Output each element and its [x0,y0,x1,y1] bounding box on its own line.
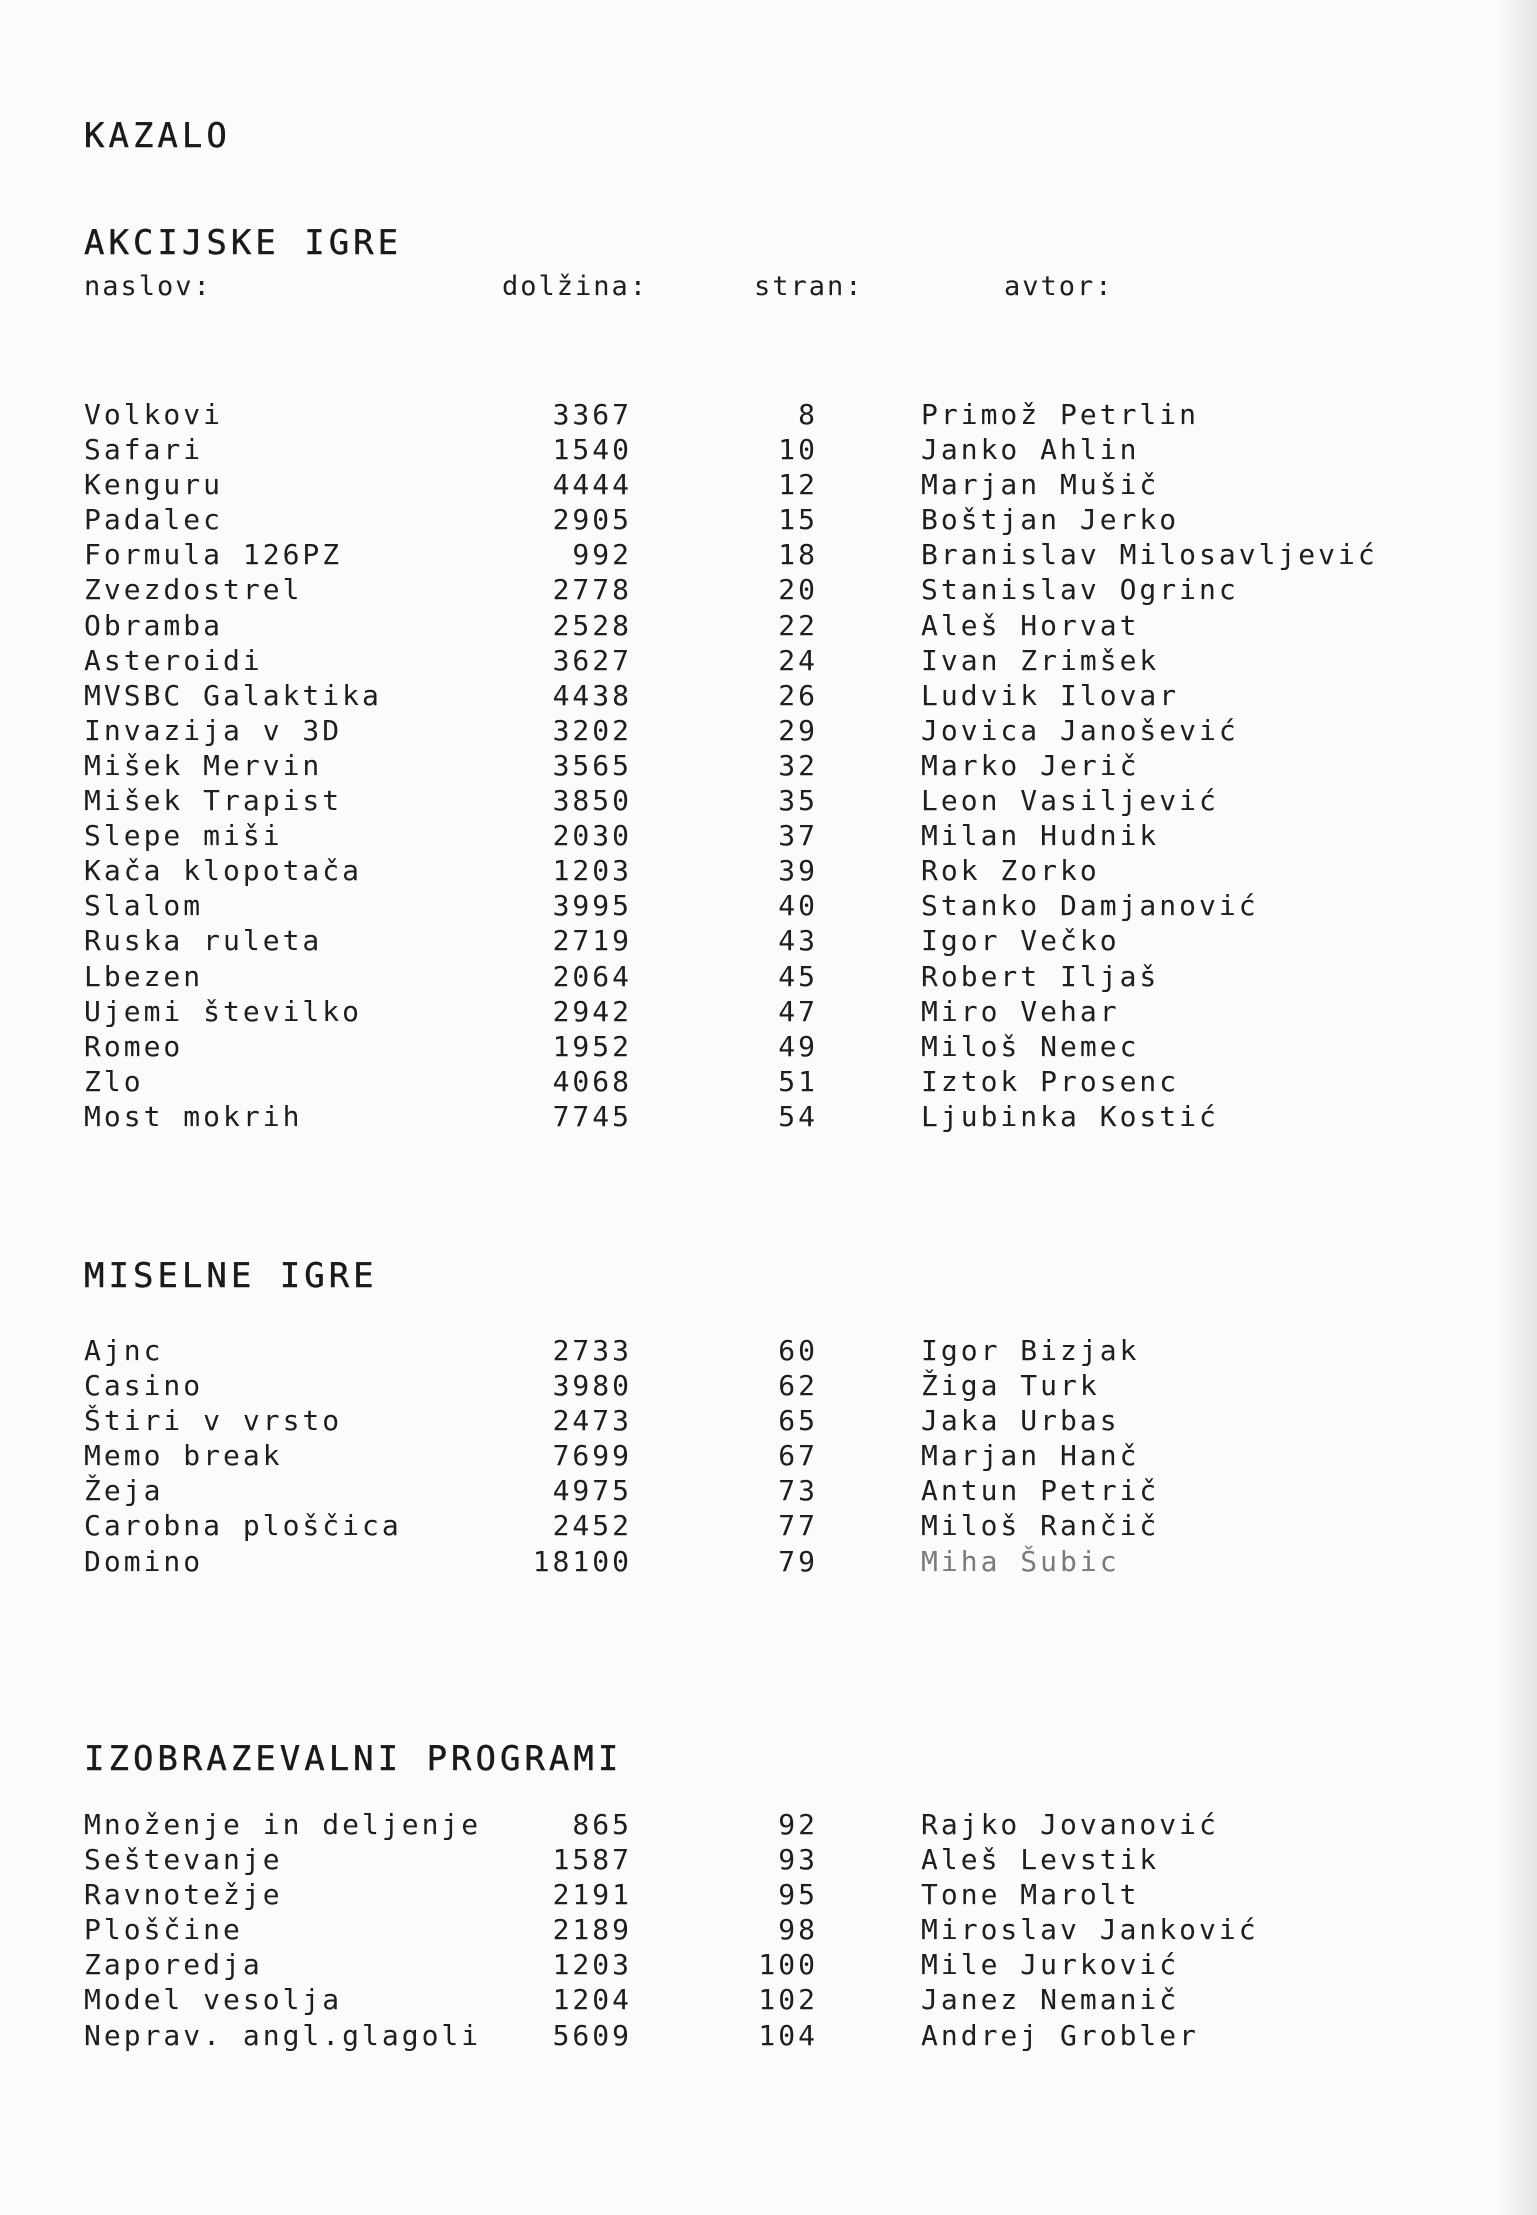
entry-title: Casino [84,1369,204,1403]
entry-page: 77 [778,1509,818,1543]
entry-length: 1587 [552,1843,632,1877]
table-row [0,818,1537,853]
entry-page: 24 [778,643,818,677]
entry-page: 100 [758,1948,818,1982]
table-row [0,1982,1537,2017]
entry-title: Domino [84,1544,204,1578]
entry-author: Mile Jurković [921,1948,1180,1982]
entry-title: Formula 126PZ [84,538,343,572]
table-row [0,1099,1537,1134]
entry-page: 49 [778,1029,818,1063]
table-action-games [0,397,1537,1134]
entry-length: 2189 [552,1913,632,1947]
entry-length: 7699 [552,1439,632,1473]
entry-author: Marko Jerič [921,748,1140,782]
entry-page: 35 [778,784,818,818]
table-row [0,1333,1537,1368]
entry-title: Ploščine [84,1913,243,1947]
table-row [0,467,1537,502]
entry-page: 95 [778,1878,818,1912]
entry-title: Zaporedja [84,1948,263,1982]
entry-title: Slepe miši [84,819,283,853]
entry-length: 2191 [552,1878,632,1912]
entry-page: 37 [778,819,818,853]
entry-author: Marjan Hanč [921,1439,1140,1473]
entry-title: Ravnotežje [84,1878,283,1912]
entry-author: Antun Petrič [921,1474,1160,1508]
entry-page: 65 [778,1404,818,1438]
entry-page: 98 [778,1913,818,1947]
entry-title: Žeja [84,1474,164,1508]
entry-length: 4975 [552,1474,632,1508]
entry-page: 60 [778,1334,818,1367]
entry-length: 3565 [552,748,632,782]
entry-title: Safari [84,433,204,467]
entry-title: Kenguru [84,468,224,502]
entry-title: Obramba [84,608,224,642]
entry-page: 18 [778,538,818,572]
entry-author: Primož Petrlin [921,398,1200,431]
table-row [0,959,1537,994]
page-title: KAZALO [84,116,231,156]
entry-title: Neprav. angl.glagoli [84,2018,482,2052]
section-heading-educational-programs: IZOBRAZEVALNI PROGRAMI [84,1739,623,1779]
entry-title: Ujemi številko [84,994,363,1028]
entry-author: Jaka Urbas [921,1404,1120,1438]
entry-author: Aleš Levstik [921,1843,1160,1877]
entry-length: 2452 [552,1509,632,1543]
entry-length: 3202 [552,713,632,747]
entry-title: Romeo [84,1029,184,1063]
entry-length: 18100 [532,1544,632,1578]
entry-page: 47 [778,994,818,1028]
entry-page: 45 [778,959,818,993]
table-row [0,502,1537,537]
entry-page: 102 [758,1983,818,2017]
entry-page: 29 [778,713,818,747]
entry-title: Slalom [84,889,204,923]
table-row [0,783,1537,818]
entry-length: 1952 [552,1029,632,1063]
entry-author: Milan Hudnik [921,819,1160,853]
entry-author: Stanko Damjanović [921,889,1259,923]
entry-author: Miloš Nemec [921,1029,1140,1063]
entry-author: Ludvik Ilovar [921,678,1180,712]
entry-title: Carobna ploščica [84,1509,402,1543]
entry-length: 2719 [552,924,632,958]
entry-page: 40 [778,889,818,923]
table-row [0,1508,1537,1543]
entry-page: 15 [778,503,818,537]
entry-length: 4068 [552,1064,632,1098]
entry-title: Asteroidi [84,643,263,677]
table-row [0,2018,1537,2053]
entry-title: Invazija v 3D [84,713,343,747]
entry-length: 7745 [552,1099,632,1133]
table-row [0,853,1537,888]
entry-author: Miloš Rančič [921,1509,1160,1543]
entry-page: 8 [798,398,818,431]
table-row [0,994,1537,1029]
entry-page: 10 [778,433,818,467]
entry-page: 67 [778,1439,818,1473]
entry-title: Memo break [84,1439,283,1473]
entry-title: MVSBC Galaktika [84,678,382,712]
table-row [0,1947,1537,1982]
entry-author: Ljubinka Kostić [921,1099,1219,1133]
table-row [0,1403,1537,1438]
entry-length: 4444 [552,468,632,502]
entry-length: 2030 [552,819,632,853]
entry-title: Most mokrih [84,1099,303,1133]
entry-author: Miroslav Janković [921,1913,1259,1947]
table-row [0,1842,1537,1877]
entry-title: Padalec [84,503,224,537]
entry-author: Boštjan Jerko [921,503,1180,537]
entry-page: 20 [778,573,818,607]
entry-title: Kača klopotača [84,854,363,888]
entry-author: Leon Vasiljević [921,784,1219,818]
table-row [0,1807,1537,1842]
entry-author: Aleš Horvat [921,608,1140,642]
entry-title: Množenje in deljenje [84,1808,482,1841]
table-row [0,572,1537,607]
entry-author: Janez Nemanič [921,1983,1180,2017]
entry-title: Ajnc [84,1334,164,1367]
table-row [0,608,1537,643]
entry-title: Mišek Mervin [84,748,323,782]
entry-length: 2064 [552,959,632,993]
entry-length: 2473 [552,1404,632,1438]
entry-length: 3995 [552,889,632,923]
entry-author: Tone Marolt [921,1878,1140,1912]
entry-length: 865 [572,1808,632,1841]
entry-page: 51 [778,1064,818,1098]
entry-length: 2528 [552,608,632,642]
column-header-length: dolžina: [502,271,649,302]
entry-title: Mišek Trapist [84,784,343,818]
table-row [0,1368,1537,1403]
entry-author: Igor Večko [921,924,1120,958]
table-row [0,1877,1537,1912]
entry-author: Branislav Milosavljević [921,538,1378,572]
entry-page: 32 [778,748,818,782]
entry-author: Ivan Zrimšek [921,643,1160,677]
entry-title: Zlo [84,1064,144,1098]
table-row [0,1473,1537,1508]
entry-length: 1203 [552,854,632,888]
entry-author: Stanislav Ogrinc [921,573,1239,607]
entry-author: Rajko Jovanović [921,1808,1219,1841]
entry-length: 3367 [552,398,632,431]
entry-length: 2733 [552,1334,632,1367]
entry-length: 3627 [552,643,632,677]
entry-length: 5609 [552,2018,632,2052]
entry-page: 39 [778,854,818,888]
entry-author: Janko Ahlin [921,433,1140,467]
entry-page: 92 [778,1808,818,1841]
table-row [0,713,1537,748]
entry-length: 3850 [552,784,632,818]
entry-author: Iztok Prosenc [921,1064,1180,1098]
entry-title: Seštevanje [84,1843,283,1877]
entry-page: 12 [778,468,818,502]
table-row [0,1064,1537,1099]
column-header-page: stran: [754,271,864,302]
table-educational-programs [0,1807,1537,2053]
entry-author: Marjan Mušič [921,468,1160,502]
entry-author: Jovica Janošević [921,713,1239,747]
entry-page: 62 [778,1369,818,1403]
table-row [0,643,1537,678]
entry-length: 2778 [552,573,632,607]
table-row [0,1029,1537,1064]
entry-title: Model vesolja [84,1983,343,2017]
column-header-author: avtor: [1004,271,1114,302]
entry-author: Miha Šubic [921,1544,1120,1578]
entry-length: 3980 [552,1369,632,1403]
entry-length: 4438 [552,678,632,712]
entry-page: 22 [778,608,818,642]
entry-title: Lbezen [84,959,204,993]
entry-page: 54 [778,1099,818,1133]
table-row [0,678,1537,713]
table-row [0,923,1537,958]
table-logic-games [0,1333,1537,1579]
entry-title: Volkovi [84,398,224,431]
entry-length: 992 [572,538,632,572]
entry-page: 26 [778,678,818,712]
entry-length: 1203 [552,1948,632,1982]
section-heading-logic-games: MISELNE IGRE [84,1256,378,1296]
entry-author: Igor Bizjak [921,1334,1140,1367]
entry-length: 2942 [552,994,632,1028]
table-row [0,537,1537,572]
table-row [0,1438,1537,1473]
entry-page: 43 [778,924,818,958]
table-row [0,748,1537,783]
entry-title: Ruska ruleta [84,924,323,958]
table-row [0,1544,1537,1579]
entry-author: Rok Zorko [921,854,1100,888]
entry-length: 1540 [552,433,632,467]
entry-page: 73 [778,1474,818,1508]
entry-page: 104 [758,2018,818,2052]
section-heading-action-games: AKCIJSKE IGRE [84,223,403,263]
entry-author: Miro Vehar [921,994,1120,1028]
entry-page: 93 [778,1843,818,1877]
table-row [0,1912,1537,1947]
table-row [0,397,1537,432]
entry-author: Andrej Grobler [921,2018,1200,2052]
table-row [0,432,1537,467]
entry-title: Štiri v vrsto [84,1404,343,1438]
entry-page: 79 [778,1544,818,1578]
entry-length: 1204 [552,1983,632,2017]
column-header-title: naslov: [84,271,212,302]
entry-author: Žiga Turk [921,1369,1100,1403]
entry-author: Robert Iljaš [921,959,1160,993]
entry-length: 2905 [552,503,632,537]
table-row [0,888,1537,923]
entry-title: Zvezdostrel [84,573,303,607]
